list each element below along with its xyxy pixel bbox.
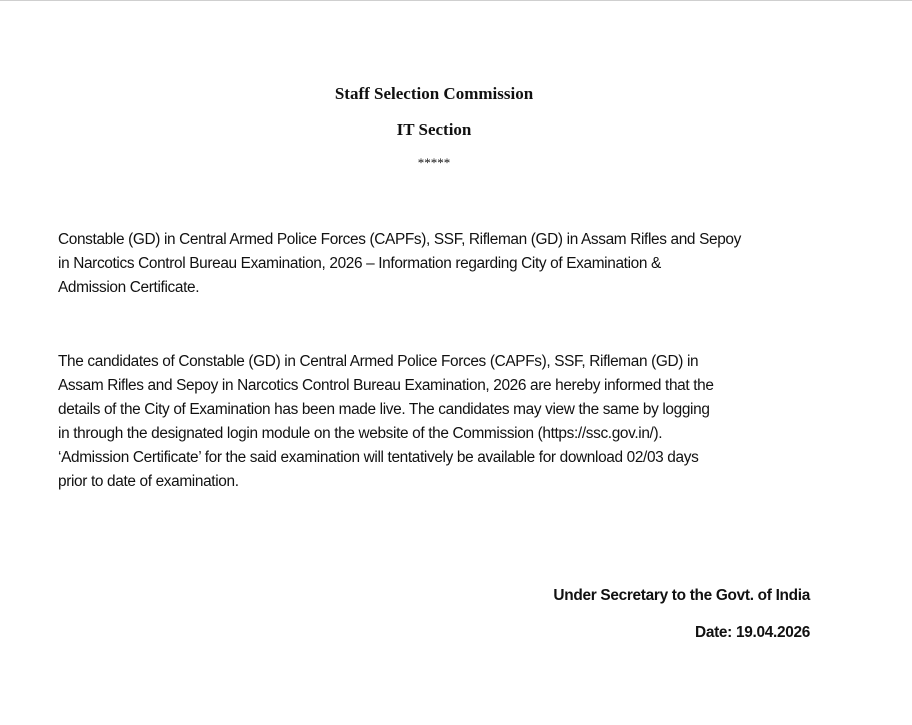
body-line: in through the designated login module on the website of the Commission (https://ssc.gov.in/). xyxy=(58,425,663,442)
subject-line: Admission Certificate. xyxy=(58,279,200,296)
body-line: details of the City of Examination has been made live. The candidates may view the same by logging xyxy=(58,401,710,418)
subject-line: Constable (GD) in Central Armed Police Forces (CAPFs), SSF, Rifleman (GD) in Assam Rifles and Sepoy xyxy=(58,231,741,248)
notice-date: Date: 19.04.2026 xyxy=(695,624,810,641)
separator-stars: ***** xyxy=(417,155,451,170)
top-border xyxy=(0,0,912,1)
body-line: prior to date of examination. xyxy=(58,473,239,490)
body-line: The candidates of Constable (GD) in Central Armed Police Forces (CAPFs), SSF, Rifleman (GD) in xyxy=(58,353,699,370)
section-title: IT Section xyxy=(396,120,472,139)
subject-line: in Narcotics Control Bureau Examination, 2026 – Information regarding City of Examination & xyxy=(58,255,661,272)
signatory-title: Under Secretary to the Govt. of India xyxy=(553,587,810,604)
organization-title: Staff Selection Commission xyxy=(334,84,534,103)
notice-subject xyxy=(58,228,818,300)
notice-body xyxy=(58,350,818,494)
body-line: Assam Rifles and Sepoy in Narcotics Control Bureau Examination, 2026 are hereby informed that the xyxy=(58,377,714,394)
body-line: ‘Admission Certificate’ for the said examination will tentatively be available for download 02/03 days xyxy=(58,449,699,466)
